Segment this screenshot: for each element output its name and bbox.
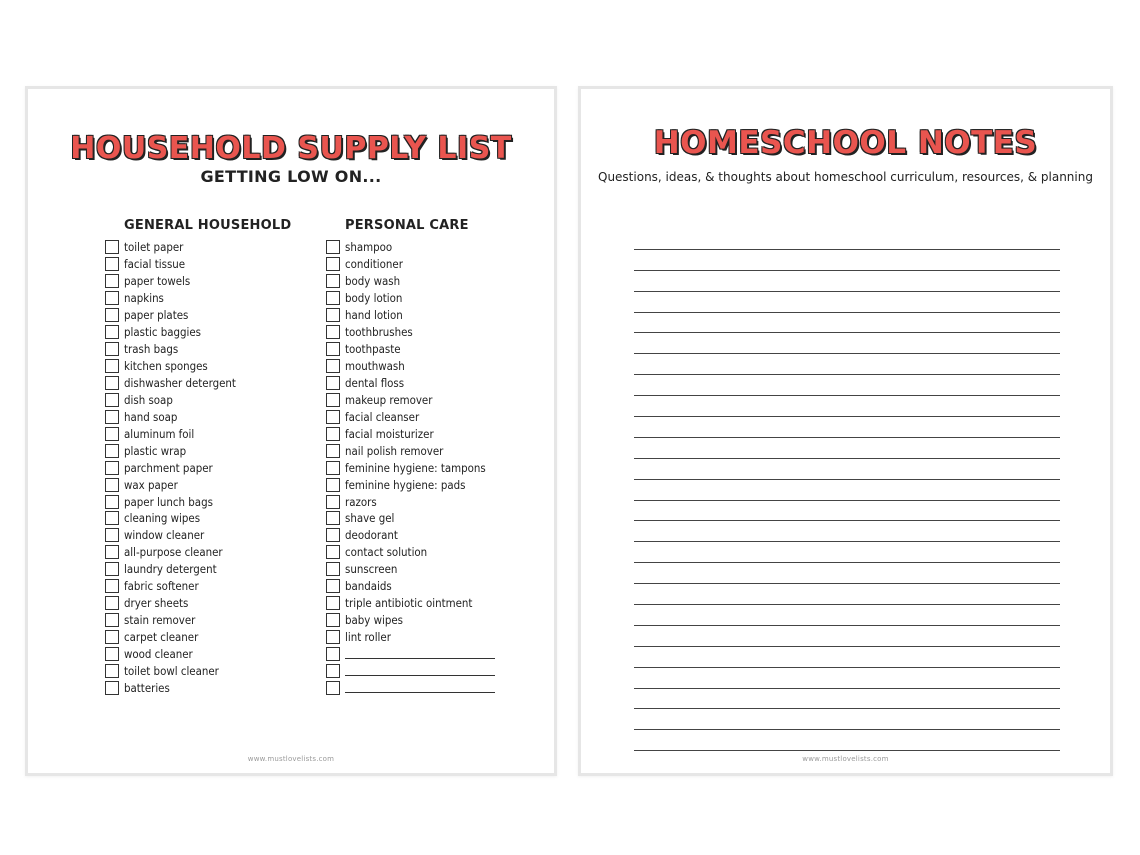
checklist-item-label: dish soap xyxy=(124,392,173,407)
checklist-item xyxy=(105,646,291,663)
note-line[interactable] xyxy=(634,730,1060,751)
note-line[interactable] xyxy=(634,542,1060,563)
checkbox[interactable] xyxy=(105,325,119,339)
note-line[interactable] xyxy=(634,417,1060,438)
checklist-item-label: carpet cleaner xyxy=(124,630,199,645)
checklist-item-label: shampoo xyxy=(345,240,393,255)
checkbox[interactable] xyxy=(105,511,119,525)
checkbox[interactable] xyxy=(105,291,119,305)
checkbox[interactable] xyxy=(326,511,340,525)
note-line[interactable] xyxy=(634,333,1060,354)
general-household-heading: GENERAL HOUSEHOLD xyxy=(124,218,292,233)
page-title: HOUSEHOLD SUPPLY LIST xyxy=(70,131,512,166)
personal-care-heading: PERSONAL CARE xyxy=(345,218,469,233)
checkbox[interactable] xyxy=(105,274,119,288)
checklist-item xyxy=(105,256,291,273)
checklist-item xyxy=(326,544,495,561)
checkbox[interactable] xyxy=(326,257,340,271)
checklist-item xyxy=(105,679,291,696)
checklist-item xyxy=(326,408,495,425)
checklist-item-label: mouthwash xyxy=(345,359,405,374)
checkbox[interactable] xyxy=(326,240,340,254)
checkbox[interactable] xyxy=(326,410,340,424)
checklist-item xyxy=(105,375,291,392)
checklist-blank-item xyxy=(326,662,495,679)
checklist-item xyxy=(326,561,495,578)
checkbox[interactable] xyxy=(326,613,340,627)
checklist-item-label: trash bags xyxy=(124,342,179,357)
checkbox[interactable] xyxy=(105,495,119,509)
checkbox[interactable] xyxy=(326,647,340,661)
checklist-item xyxy=(105,612,291,629)
checklist-item-label: napkins xyxy=(124,291,164,306)
note-line[interactable] xyxy=(634,375,1060,396)
checkbox[interactable] xyxy=(326,596,340,610)
checklist-item-label: dishwasher detergent xyxy=(124,375,236,390)
checklist-item xyxy=(105,476,291,493)
checkbox[interactable] xyxy=(326,630,340,644)
checklist-item-label: laundry detergent xyxy=(124,562,217,577)
checkbox[interactable] xyxy=(105,444,119,458)
page-title: HOMESCHOOL NOTES xyxy=(653,125,1038,161)
checklist-item-label: dryer sheets xyxy=(124,596,189,611)
checklist-item xyxy=(326,341,495,358)
checkbox[interactable] xyxy=(326,579,340,593)
checkbox[interactable] xyxy=(326,308,340,322)
checkbox[interactable] xyxy=(105,681,119,695)
checklist-item xyxy=(326,442,495,459)
checklist-item xyxy=(105,595,291,612)
checkbox[interactable] xyxy=(105,664,119,678)
general-household-column xyxy=(105,216,291,696)
checklist-item-label: paper plates xyxy=(124,308,189,323)
checklist-item-label: window cleaner xyxy=(124,528,205,543)
checklist-item-label: hand soap xyxy=(124,409,178,424)
personal-care-list xyxy=(326,239,495,696)
checklist-item-label: conditioner xyxy=(345,257,403,272)
note-line[interactable] xyxy=(634,459,1060,480)
checklist-item xyxy=(326,595,495,612)
checklist-item-label: baby wipes xyxy=(345,613,403,628)
checklist-item xyxy=(326,239,495,256)
checkbox[interactable] xyxy=(105,596,119,610)
checklist-item-label: contact solution xyxy=(345,545,428,560)
checkbox[interactable] xyxy=(326,325,340,339)
checklist-item-label: shave gel xyxy=(345,511,395,526)
checkbox[interactable] xyxy=(105,427,119,441)
checklist-item xyxy=(326,290,495,307)
checklist-item xyxy=(105,629,291,646)
checklist-item-label: plastic wrap xyxy=(124,443,187,458)
note-line[interactable] xyxy=(634,605,1060,626)
checklist-item xyxy=(326,493,495,510)
checklist-item-label: stain remover xyxy=(124,613,196,628)
household-supply-list-page xyxy=(25,86,557,776)
checklist-item-label: feminine hygiene: tampons xyxy=(345,460,486,475)
checklist-item-label: triple antibiotic ointment xyxy=(345,596,473,611)
checklist-item-label: lint roller xyxy=(345,630,391,645)
checklist-item xyxy=(326,273,495,290)
note-line[interactable] xyxy=(634,501,1060,522)
note-line[interactable] xyxy=(634,271,1060,292)
checklist-blank-item xyxy=(326,646,495,663)
checklist-item xyxy=(326,459,495,476)
blank-write-in-line[interactable] xyxy=(345,665,495,676)
general-household-list xyxy=(105,239,291,696)
checklist-item-label: batteries xyxy=(124,680,170,695)
checkbox[interactable] xyxy=(326,681,340,695)
checkbox[interactable] xyxy=(105,410,119,424)
page-subtitle: GETTING LOW ON... xyxy=(200,167,382,186)
checkbox[interactable] xyxy=(326,545,340,559)
checklist-item-label: facial cleanser xyxy=(345,409,420,424)
checklist-item xyxy=(326,510,495,527)
checklist-item-label: paper towels xyxy=(124,274,191,289)
checkbox[interactable] xyxy=(326,376,340,390)
personal-care-column xyxy=(326,216,495,696)
checklist-item xyxy=(105,578,291,595)
checkbox[interactable] xyxy=(105,562,119,576)
checkbox[interactable] xyxy=(326,562,340,576)
checkbox[interactable] xyxy=(326,427,340,441)
checkbox[interactable] xyxy=(105,630,119,644)
checklist-item xyxy=(105,273,291,290)
checklist-item-label: wax paper xyxy=(124,477,178,492)
checkbox[interactable] xyxy=(105,461,119,475)
checklist-item xyxy=(326,476,495,493)
checklist-item xyxy=(105,544,291,561)
note-line[interactable] xyxy=(634,668,1060,689)
checklist-item-label: nail polish remover xyxy=(345,443,444,458)
checkbox[interactable] xyxy=(326,495,340,509)
checklist-item xyxy=(105,493,291,510)
homeschool-notes-page xyxy=(578,86,1113,776)
note-line[interactable] xyxy=(634,626,1060,647)
checklist-item-label: makeup remover xyxy=(345,392,433,407)
checklist-item-label: toothpaste xyxy=(345,342,401,357)
checklist-item xyxy=(326,391,495,408)
checklist-item-label: wood cleaner xyxy=(124,646,193,661)
checkbox[interactable] xyxy=(105,528,119,542)
checkbox[interactable] xyxy=(105,240,119,254)
checklist-item-label: bandaids xyxy=(345,579,392,594)
footer-url: www.mustlovelists.com xyxy=(247,755,335,763)
note-line[interactable] xyxy=(634,647,1060,668)
checkbox[interactable] xyxy=(105,613,119,627)
checklist-item xyxy=(105,527,291,544)
checkbox[interactable] xyxy=(326,291,340,305)
checklist-item-label: body wash xyxy=(345,274,401,289)
checkbox[interactable] xyxy=(105,308,119,322)
checkbox[interactable] xyxy=(326,393,340,407)
checkbox[interactable] xyxy=(105,376,119,390)
checklist-item-label: toothbrushes xyxy=(345,325,413,340)
checklist-item xyxy=(105,290,291,307)
checklist-item xyxy=(105,358,291,375)
checklist-item-label: razors xyxy=(345,494,377,509)
checklist-item-label: deodorant xyxy=(345,528,398,543)
checklist-item-label: feminine hygiene: pads xyxy=(345,477,466,492)
checkbox[interactable] xyxy=(326,461,340,475)
checklist-item-label: plastic baggies xyxy=(124,325,202,340)
checklist-item-label: toilet paper xyxy=(124,240,184,255)
checklist-item-label: facial moisturizer xyxy=(345,426,434,441)
note-line[interactable] xyxy=(634,396,1060,417)
checkbox[interactable] xyxy=(326,664,340,678)
checklist-item xyxy=(105,341,291,358)
checklist-item-label: facial tissue xyxy=(124,257,186,272)
note-line[interactable] xyxy=(634,229,1060,250)
note-line[interactable] xyxy=(634,584,1060,605)
checklist-item-label: parchment paper xyxy=(124,460,213,475)
checklist-item xyxy=(105,307,291,324)
checkbox[interactable] xyxy=(326,359,340,373)
checklist-item-label: sunscreen xyxy=(345,562,398,577)
checkbox[interactable] xyxy=(105,545,119,559)
checkbox[interactable] xyxy=(105,647,119,661)
checklist-item-label: toilet bowl cleaner xyxy=(124,663,219,678)
notes-writing-area[interactable] xyxy=(634,229,1060,751)
checklist-item-label: body lotion xyxy=(345,291,403,306)
note-line[interactable] xyxy=(634,292,1060,313)
note-line[interactable] xyxy=(634,689,1060,710)
note-line[interactable] xyxy=(634,563,1060,584)
checklist-item xyxy=(326,612,495,629)
note-line[interactable] xyxy=(634,521,1060,542)
checkbox[interactable] xyxy=(105,342,119,356)
checkbox[interactable] xyxy=(105,478,119,492)
checklist-item-label: fabric softener xyxy=(124,579,199,594)
checklist-item xyxy=(326,629,495,646)
checklist-item xyxy=(105,391,291,408)
checklist-item xyxy=(105,324,291,341)
checklist-item xyxy=(326,578,495,595)
checklist-item xyxy=(105,510,291,527)
note-line[interactable] xyxy=(634,709,1060,730)
checklist-item-label: paper lunch bags xyxy=(124,494,213,509)
checkbox[interactable] xyxy=(105,257,119,271)
checkbox[interactable] xyxy=(326,528,340,542)
footer-url: www.mustlovelists.com xyxy=(802,755,889,763)
checklist-item xyxy=(326,375,495,392)
checklist-item-label: cleaning wipes xyxy=(124,511,201,526)
checklist-item xyxy=(105,408,291,425)
checklist-item-label: hand lotion xyxy=(345,308,403,323)
checklist-item xyxy=(326,307,495,324)
note-line[interactable] xyxy=(634,438,1060,459)
checklist-item xyxy=(326,425,495,442)
checkbox[interactable] xyxy=(105,393,119,407)
checklist-item xyxy=(326,256,495,273)
note-line[interactable] xyxy=(634,313,1060,334)
blank-write-in-line[interactable] xyxy=(345,682,495,693)
checklist-item xyxy=(105,459,291,476)
note-line[interactable] xyxy=(634,354,1060,375)
checklist-item xyxy=(326,358,495,375)
checklist-item-label: all-purpose cleaner xyxy=(124,545,223,560)
checklist-item xyxy=(105,425,291,442)
page-tagline: Questions, ideas, & thoughts about homeschool curriculum, resources, & planning xyxy=(598,170,1093,184)
checklist-item-label: kitchen sponges xyxy=(124,359,208,374)
checklist-item xyxy=(326,324,495,341)
checklist-item-label: aluminum foil xyxy=(124,426,195,441)
note-line[interactable] xyxy=(634,480,1060,501)
checklist-item-label: dental floss xyxy=(345,375,405,390)
checklist-item xyxy=(105,662,291,679)
checkbox[interactable] xyxy=(326,478,340,492)
note-line[interactable] xyxy=(634,250,1060,271)
checkbox[interactable] xyxy=(326,342,340,356)
checkbox[interactable] xyxy=(326,274,340,288)
checklist-item xyxy=(105,561,291,578)
checklist-item xyxy=(326,527,495,544)
checkbox[interactable] xyxy=(105,579,119,593)
checkbox[interactable] xyxy=(105,359,119,373)
blank-write-in-line[interactable] xyxy=(345,648,495,659)
checklist-blank-item xyxy=(326,679,495,696)
checklist-item xyxy=(105,442,291,459)
checkbox[interactable] xyxy=(326,444,340,458)
checklist-item xyxy=(105,239,291,256)
